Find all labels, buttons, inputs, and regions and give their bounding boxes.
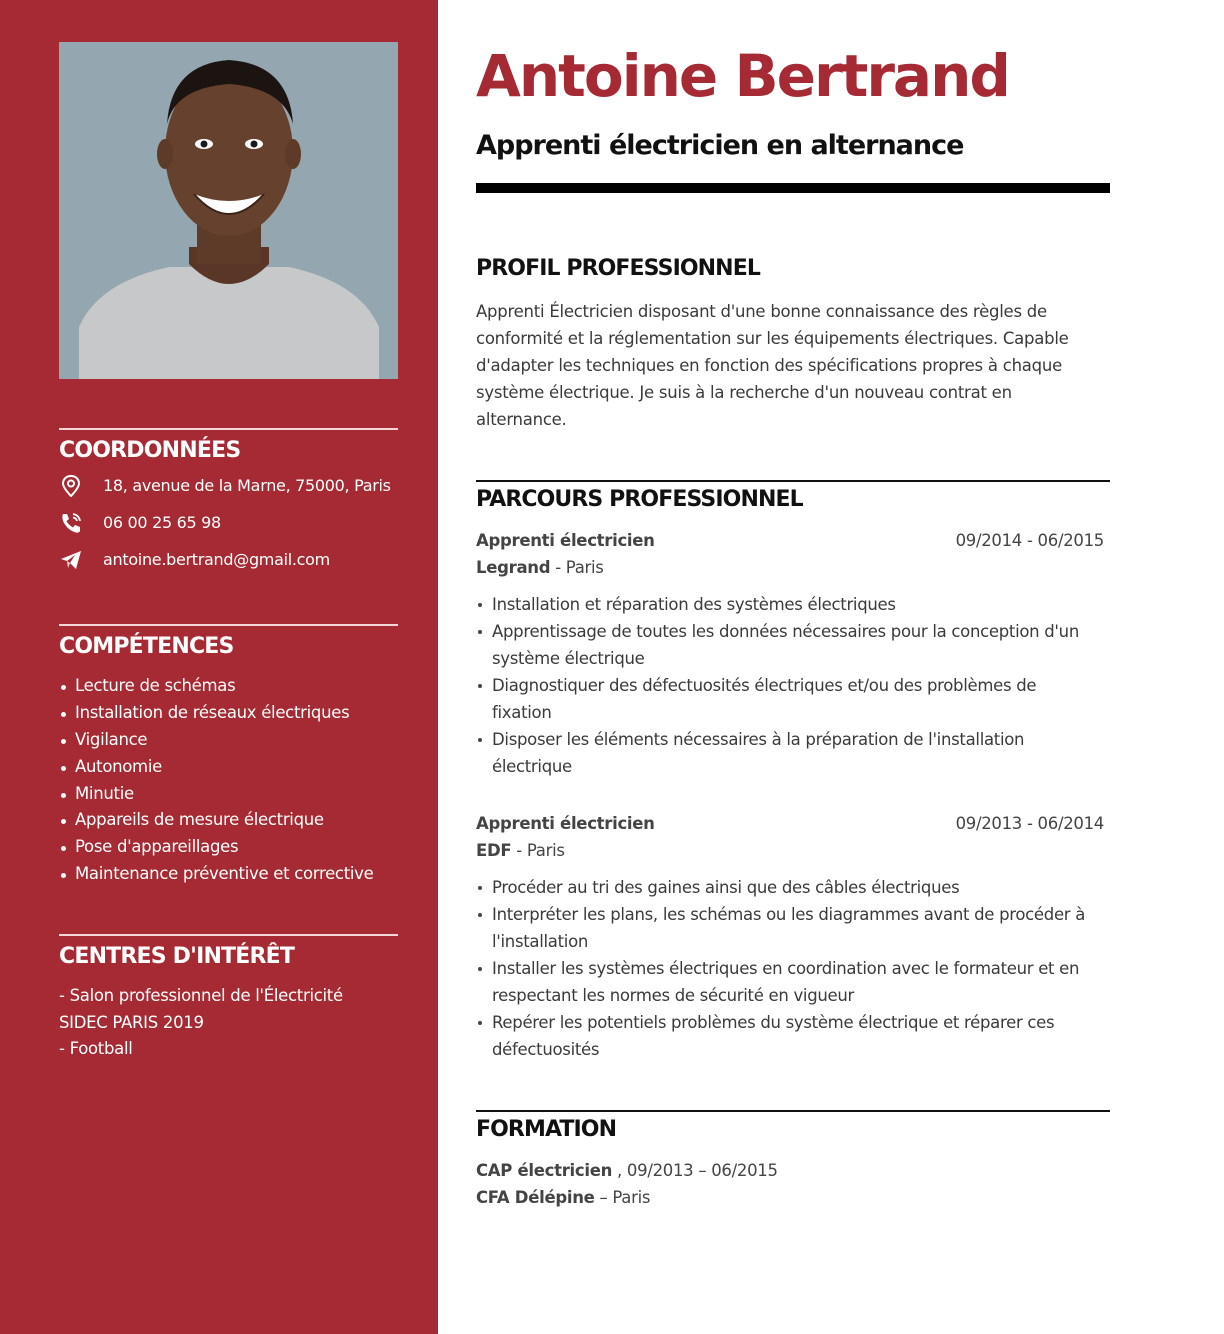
job-company-name: EDF bbox=[476, 841, 512, 860]
skill-item: Minutie bbox=[59, 781, 398, 808]
skill-item: Maintenance préventive et corrective bbox=[59, 861, 398, 888]
job-task: Repérer les potentiels problèmes du système électrique et réparer ces défectuosités bbox=[476, 1009, 1086, 1063]
contact-address bbox=[59, 467, 398, 504]
education-dates: , 09/2013 – 06/2015 bbox=[612, 1161, 778, 1180]
job-company-name: Legrand bbox=[476, 558, 551, 577]
job-title: Apprenti électricien en alternance bbox=[476, 130, 964, 161]
section-divider bbox=[476, 480, 1110, 482]
experience-title: PARCOURS PROFESSIONNEL bbox=[476, 487, 803, 512]
job-company bbox=[476, 837, 1104, 864]
job-tasks bbox=[476, 591, 1104, 780]
education-degree: CAP électricien bbox=[476, 1161, 613, 1180]
sidebar bbox=[0, 0, 438, 1334]
interest-line: - Salon professionnel de l'Électricité bbox=[59, 986, 343, 1005]
section-divider bbox=[59, 934, 398, 936]
job-tasks bbox=[476, 874, 1104, 1063]
job-dates: 09/2014 - 06/2015 bbox=[955, 531, 1104, 550]
job-task: Interpréter les plans, les schémas ou les diagrammes avant de procéder à l'installation bbox=[476, 901, 1086, 955]
education-school-line bbox=[476, 1184, 778, 1211]
education-degree-line bbox=[476, 1157, 778, 1184]
job-position: Apprenti électricien bbox=[476, 814, 655, 833]
contact-section bbox=[59, 428, 398, 578]
header-divider bbox=[476, 183, 1110, 193]
job-header bbox=[476, 810, 1104, 837]
interests-list bbox=[59, 983, 398, 1063]
location-pin-icon bbox=[59, 474, 83, 498]
skill-item: Installation de réseaux électriques bbox=[59, 700, 398, 727]
contact-email bbox=[59, 541, 398, 578]
skill-item: Lecture de schémas bbox=[59, 673, 398, 700]
job-task: Installer les systèmes électriques en coordination avec le formateur et en respectant les normes de sécurité en vigueur bbox=[476, 955, 1086, 1009]
contact-address-text: 18, avenue de la Marne, 75000, Paris bbox=[103, 476, 391, 495]
interest-line: - Football bbox=[59, 1039, 133, 1059]
section-divider bbox=[59, 624, 398, 626]
interests-title: CENTRES D'INTÉRÊT bbox=[59, 944, 295, 969]
job-dates: 09/2013 - 06/2014 bbox=[955, 814, 1104, 833]
job-location: - Paris bbox=[511, 841, 565, 860]
contact-phone bbox=[59, 504, 398, 541]
skill-item: Autonomie bbox=[59, 754, 398, 781]
skill-item: Appareils de mesure électrique bbox=[59, 807, 398, 834]
person-name: Antoine Bertrand bbox=[476, 42, 1009, 110]
education-school: CFA Délépine bbox=[476, 1188, 595, 1207]
skills-section bbox=[59, 624, 398, 888]
education-location: – Paris bbox=[594, 1188, 651, 1207]
contact-title: COORDONNÉES bbox=[59, 438, 241, 463]
phone-icon bbox=[59, 511, 83, 535]
job-header bbox=[476, 527, 1104, 554]
job-task: Installation et réparation des systèmes électriques bbox=[476, 591, 1086, 618]
job-company bbox=[476, 554, 1104, 581]
profile-photo bbox=[59, 42, 398, 379]
contact-phone-text: 06 00 25 65 98 bbox=[103, 513, 221, 532]
job-task: Procéder au tri des gaines ainsi que des câbles électriques bbox=[476, 874, 1086, 901]
skill-item: Pose d'appareillages bbox=[59, 834, 398, 861]
skill-item: Vigilance bbox=[59, 727, 398, 754]
paper-plane-icon bbox=[59, 548, 83, 572]
contact-list bbox=[59, 467, 398, 578]
job-task: Diagnostiquer des défectuosités électriques et/ou des problèmes de fixation bbox=[476, 672, 1086, 726]
contact-email-text: antoine.bertrand@gmail.com bbox=[103, 550, 330, 569]
job-entry bbox=[476, 810, 1104, 1063]
profile-text: Apprenti Électricien disposant d'une bonne connaissance des règles de conformité et la réglementation sur les équipements électriques. Capable d'adapter les techniques en fonction des spécifications propres à chaque système électrique. Je suis à la recherche d'un nouveau contrat en alternance. bbox=[476, 302, 1069, 429]
job-task: Disposer les éléments nécessaires à la préparation de l'installation électrique bbox=[476, 726, 1086, 780]
interest-line: SIDEC PARIS 2019 bbox=[59, 1012, 204, 1032]
section-divider bbox=[476, 1110, 1110, 1112]
education-entry bbox=[476, 1157, 778, 1211]
section-divider bbox=[59, 428, 398, 430]
job-task: Apprentissage de toutes les données nécessaires pour la conception d'un système électrique bbox=[476, 618, 1086, 672]
skills-list bbox=[59, 673, 398, 888]
profile-title: PROFIL PROFESSIONNEL bbox=[476, 256, 760, 281]
job-location: - Paris bbox=[550, 558, 604, 577]
education-title: FORMATION bbox=[476, 1117, 617, 1142]
skills-title: COMPÉTENCES bbox=[59, 634, 234, 659]
portrait-illustration bbox=[59, 42, 398, 379]
job-position: Apprenti électricien bbox=[476, 531, 655, 550]
interests-section bbox=[59, 934, 398, 1063]
job-entry bbox=[476, 527, 1104, 780]
